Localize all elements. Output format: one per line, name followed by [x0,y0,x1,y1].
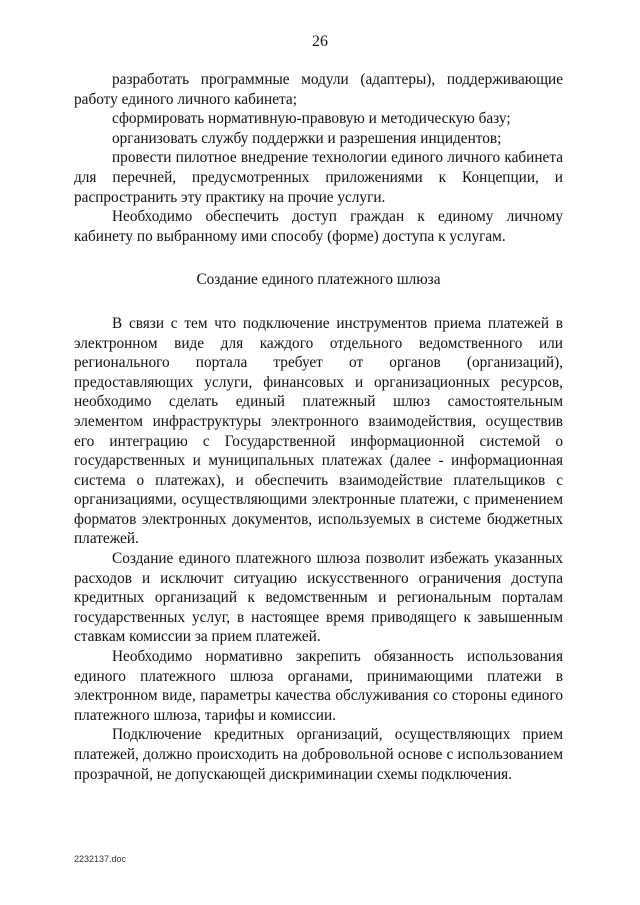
paragraph: сформировать нормативную-правовую и методическую базу; [112,110,511,128]
paragraph: провести пилотное внедрение технологии единого личного кабинета для перечней, предусмотренных приложениями к Концепции, и распространить эту практику на прочие услуги. [74,149,563,206]
page-number: 26 [312,33,328,50]
section-heading: Создание единого платежного шлюза [196,271,441,289]
document-footer: 2232137.doc [74,854,127,864]
paragraph: организовать службу поддержки и разрешения инцидентов; [112,129,502,147]
paragraph: разработать программные модули (адаптеры), поддерживающие работу единого личного кабинета; [74,71,563,108]
document-body [74,70,563,784]
paragraph: Необходимо обеспечить доступ граждан к единому личному кабинету по выбранному ими способу (форме) доступа к услугам. [74,208,563,245]
paragraph: Подключение кредитных организаций, осуществляющих прием платежей, должно происходить на добровольной основе с использованием прозрачной, не допускающей дискриминации схемы подключения. [74,726,563,783]
paragraph: В связи с тем что подключение инструментов приема платежей в электронном виде для каждого отдельного ведомственного или регионального портала требует от органов (организаций), предоставляющих услуги, финансовых и организационных ресурсов, необходимо сделать единый платежный шлюз самостоятельным элементом инфраструктуры электронного взаимодействия, осуществив его интеграцию с Государственной информационной системой о государственных и муниципальных платежах (далее - информационная система о платежах), и обеспечить взаимодействие плательщиков с организациями, осуществляющими электронные платежи, с применением форматов электронных документов, используемых в системе бюджетных платежей. [74,314,563,548]
paragraph: Необходимо нормативно закрепить обязанность использования единого платежного шлюза органами, принимающими платежи в электронном виде, параметры качества обслуживания со стороны единого платежного шлюза, тарифы и комиссии. [74,648,563,724]
paragraph: Создание единого платежного шлюза позволит избежать указанных расходов и исключит ситуацию искусственного ограничения доступа кредитных организаций к ведомственным и региональным порталам государственных услуг, в настоящее время приводящего к завышенным ставкам комиссии за прием платежей. [74,550,563,646]
